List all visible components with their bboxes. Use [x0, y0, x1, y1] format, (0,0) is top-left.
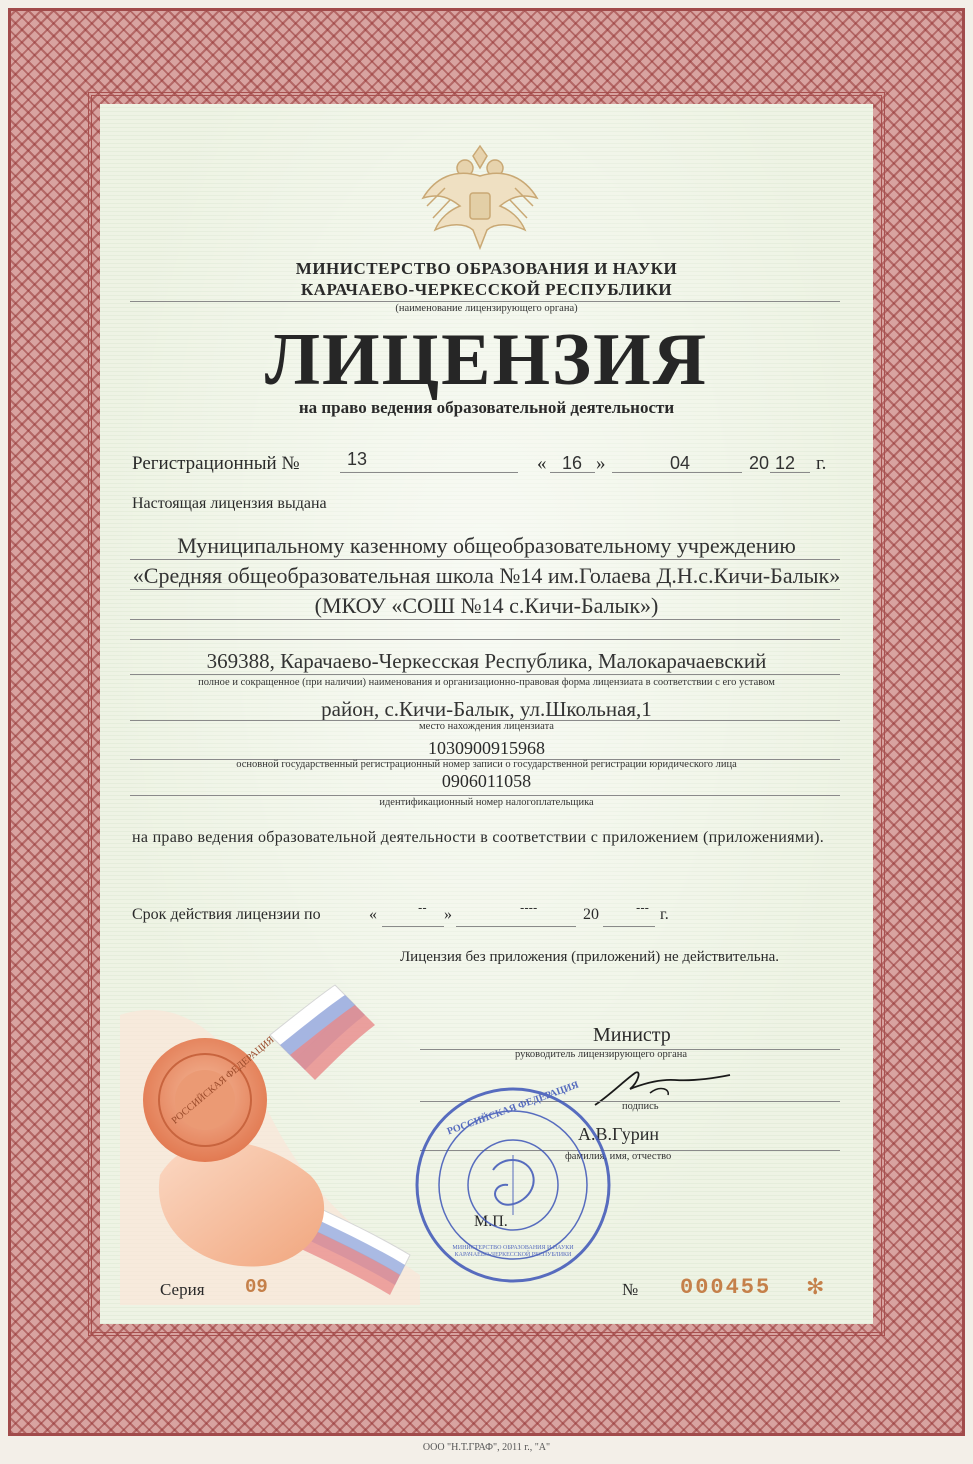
- licensee-name-caption: полное и сокращенное (при наличии) наименования и организационно-правовая форма лицензиата в соответствии с его уставом: [198, 677, 775, 688]
- validity-year-prefix: 20: [583, 906, 599, 923]
- licensee-line4-underline: [130, 639, 840, 640]
- licensee-name-line2: «Средняя общеобразовательная школа №14 им.Голаева Д.Н.с.Кичи-Балык»: [132, 563, 841, 588]
- printer-imprint: ООО "Н.Т.ГРАФ", 2011 г., "А": [422, 1442, 551, 1453]
- licensee-address-line1: 369388, Карачаево-Черкесская Республика, Малокарачаевский: [206, 649, 767, 673]
- licensee-line1-underline: [130, 559, 840, 560]
- licensee-address-caption: место нахождения лицензиата: [419, 721, 554, 732]
- licensee-name-line3: (МКОУ «СОШ №14 с.Кичи-Балык»): [314, 593, 659, 618]
- signatory-name: А.В.Гурин: [578, 1124, 659, 1144]
- licensee-line3-underline: [130, 619, 840, 620]
- validity-month-line: [456, 926, 576, 927]
- validity-quote-close: »: [444, 906, 452, 923]
- authority-caption: (наименование лицензирующего органа): [395, 303, 578, 314]
- licensee-line2-underline: [130, 589, 840, 590]
- coat-of-arms-icon: [415, 138, 545, 258]
- validity-year-label: г.: [660, 906, 669, 923]
- licensee-ogrn: 1030900915968: [428, 738, 545, 758]
- registration-number-line: [340, 472, 518, 473]
- document-title: ЛИЦЕНЗИЯ: [264, 319, 709, 401]
- registration-quote-open: «: [537, 453, 547, 474]
- signatory-position: Министр: [593, 1024, 671, 1046]
- wax-seal-text: РОССИЙСКАЯ ФЕДЕРАЦИЯ: [169, 1034, 277, 1127]
- authority-line1: МИНИСТЕРСТВО ОБРАЗОВАНИЯ И НАУКИ: [295, 259, 678, 278]
- validity-day: --: [418, 900, 427, 915]
- licensee-inn-caption: идентификационный номер налогоплательщика: [379, 797, 594, 808]
- registration-month: 04: [670, 453, 691, 473]
- official-stamp: [413, 1079, 613, 1285]
- signatory-name-caption: фамилия, имя, отчество: [565, 1151, 672, 1162]
- address-line1-underline: [130, 674, 840, 675]
- series-value: 09: [245, 1276, 268, 1298]
- registration-label: Регистрационный №: [132, 453, 300, 474]
- licensee-ogrn-caption: основной государственный регистрационный номер записи о государственной регистрации юридического лица: [236, 759, 737, 770]
- inn-underline: [130, 795, 840, 796]
- authority-line2: КАРАЧАЕВО-ЧЕРКЕССКОЙ РЕСПУБЛИКИ: [300, 280, 673, 299]
- stamp-outer-text: РОССИЙСКАЯ ФЕДЕРАЦИЯ: [445, 1079, 581, 1138]
- notice: Лицензия без приложения (приложений) не действительна.: [400, 949, 780, 965]
- registration-year-label: г.: [816, 453, 827, 474]
- document-subtitle: на право ведения образовательной деятельности: [298, 398, 675, 417]
- validity-quote-open: «: [369, 906, 377, 923]
- signature-caption: подпись: [622, 1101, 659, 1112]
- validity-year-line: [603, 926, 655, 927]
- licensee-name-line1: Муниципальному казенному общеобразовательному учреждению: [177, 533, 796, 558]
- right-text: на право ведения образовательной деятельности в соответствии с приложением (приложениями).: [132, 829, 824, 846]
- issued-label: Настоящая лицензия выдана: [132, 495, 327, 512]
- validity-label: Срок действия лицензии по: [132, 906, 321, 923]
- validity-month: ----: [520, 900, 538, 915]
- signatory-position-caption: руководитель лицензирующего органа: [515, 1049, 688, 1060]
- licensee-inn: 0906011058: [441, 771, 532, 791]
- registration-year-prefix: 20: [749, 453, 770, 473]
- authority-underline: [130, 301, 840, 302]
- validity-year-suffix: ---: [636, 900, 649, 915]
- registration-year-suffix: 12: [775, 453, 796, 473]
- registration-quote-close: »: [596, 453, 606, 474]
- blank-number-value: 000455: [680, 1275, 772, 1300]
- licensee-address-line2: район, с.Кичи-Балык, ул.Школьная,1: [321, 697, 652, 721]
- series-label: Серия: [160, 1280, 205, 1299]
- blank-number-label: №: [622, 1280, 639, 1299]
- registration-number: 13: [347, 449, 368, 469]
- blank-number-mark: ✻: [806, 1274, 825, 1299]
- stamp-inner-text: МИНИСТЕРСТВО ОБРАЗОВАНИЯ И НАУКИ КАРАЧАЕВО-ЧЕРКЕССКОЙ РЕСПУБЛИКИ: [452, 1245, 574, 1258]
- mp-label: М.П.: [474, 1213, 508, 1230]
- registration-day: 16: [562, 453, 583, 473]
- validity-day-line: [382, 926, 444, 927]
- wax-seal-ribbon-illustration: [120, 975, 460, 1305]
